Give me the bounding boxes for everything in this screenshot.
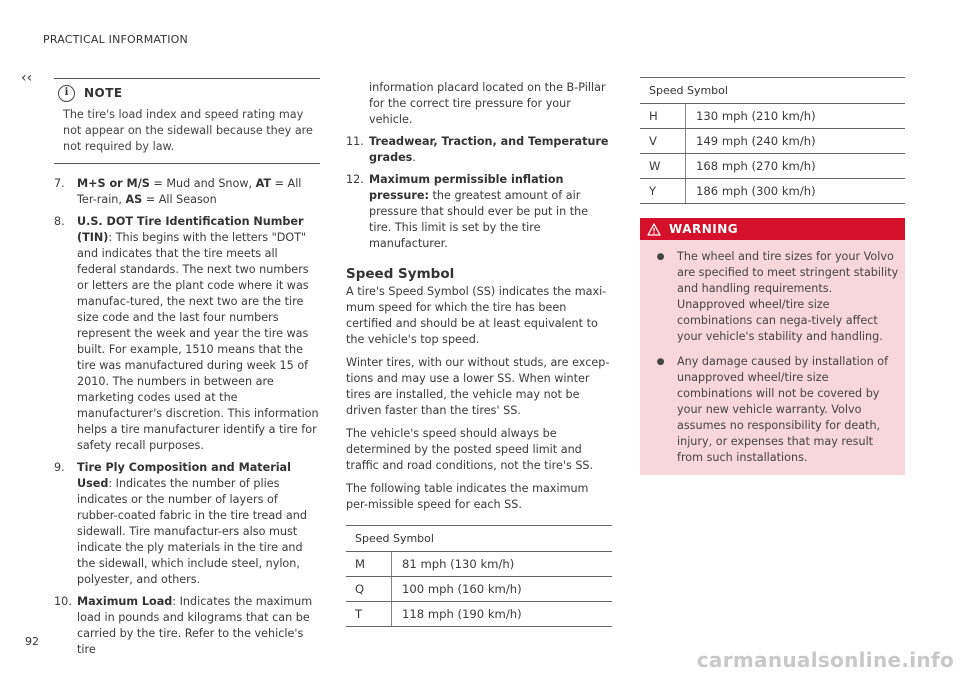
warning-header [640,218,905,240]
item-body [77,460,320,588]
paragraph: The vehicle's speed should always be determined by the posted speed limit and traffic and road conditions, not the tire's SS. [346,427,594,472]
info-icon: i [58,85,75,102]
table-row [640,129,905,154]
speed-symbol-cell: Y [640,179,686,204]
table-row [640,179,905,204]
speed-value-cell: 81 mph (130 km/h) [392,552,613,577]
speed-symbol-heading: Speed Symbol [346,266,455,282]
item-text: = All Season [142,193,217,206]
item-text: = All Ter-rain, [77,177,302,206]
note-title: NOTE [84,86,123,100]
item-text: : Indicates the number of plies indicates or the number of layers of rubber-coated fabric in the tire tread and sidewall. Tire manufactur-ers also must indicate the ply materials in the tire and the sidewall, which include steel, nylon, polyester, and others. [77,477,307,586]
item-text: = Mud and Snow, [149,177,256,190]
list-item-10 [54,594,320,658]
column-1 [54,78,320,664]
warning-box [640,218,905,475]
warning-text: The wheel and tire sizes for your Volvo are specified to meet stringent stability and handling requirements. Unapproved wheel/tire size combinations can nega-tively affect your vehicle's stability and handling. [677,250,899,343]
speed-table-1 [346,525,612,627]
item-number: 12. [346,173,364,186]
item-text: the greatest amount of air pressure that should ever be put in the tire. This limit is set by the tire manufacturer. [369,189,589,250]
table-header-row [640,78,905,104]
speed-symbol-cell: M [346,552,392,577]
item-body [77,594,320,658]
item-body [77,176,320,208]
speed-table-2 [640,77,905,204]
watermark: carmanualsonline.info [696,648,954,672]
item-number: 10. [54,595,72,608]
warning-title: WARNING [669,222,739,236]
note-box [54,78,320,164]
table-row [346,602,612,627]
item-body [77,214,320,454]
item-label: AT [255,177,272,190]
paragraph: The following table indicates the maximum per-missible speed for each SS. [346,482,589,511]
warning-triangle-icon [647,223,661,236]
list-item-9 [54,460,320,588]
item-label: Tire Ply Composition and Material Used [77,461,291,490]
item-number: 9. [54,461,65,474]
speed-symbol-cell: V [640,129,686,154]
table-header: Speed Symbol [346,526,612,552]
speed-value-cell: 149 mph (240 km/h) [686,129,906,154]
speed-symbol-cell: Q [346,577,392,602]
item-body [369,172,612,252]
item-text: : This begins with the letters "DOT" and indicates that the tire meets all federal standards. The next two numbers or letters are the plant code where it was manufac-tured, the next two are the tire size code and the last four numbers represent the week and year the tire was built. For example, 1510 means that the tire was manufactured during week 15 of 2010. The numbers in between are marketing codes used at the manufacturer's discretion. This information helps a tire manufacturer identify a tire for safety recall purposes. [77,231,319,452]
item-label: Treadwear, Traction, and Temperature grades [369,135,609,164]
table-row [346,552,612,577]
table-header-row [346,526,612,552]
table-row [346,577,612,602]
paragraph: Winter tires, with our without studs, are excep-tions and may use a lower SS. When winter tires are installed, the vehicle may not be driven faster than the tires' SS. [346,356,610,417]
warning-bullet [640,354,899,466]
table-header: Speed Symbol [640,78,905,104]
speed-value-cell: 130 mph (210 km/h) [686,104,906,129]
page-number: 92 [25,635,39,648]
speed-symbol-cell: W [640,154,686,179]
item-10-continued: information placard located on the B-Pillar for the correct tire pressure for your vehicle. [369,81,606,126]
item-number: 8. [54,215,65,228]
speed-value-cell: 100 mph (160 km/h) [392,577,613,602]
list-item-11 [346,134,612,166]
paragraph: A tire's Speed Symbol (SS) indicates the maxi-mum speed for which the tire has been certified and should be at least equivalent to the vehicle's top speed. [346,285,607,346]
item-label: Maximum permissible inflation pressure: [369,173,564,202]
item-text: : Indicates the maximum load in pounds and kilograms that can be carried by the tire. Refer to the vehicle's tire [77,595,313,656]
note-text: The tire's load index and speed rating may not appear on the sidewall because they are not required by law. [63,108,313,153]
item-label: Maximum Load [77,595,173,608]
note-header [54,82,320,104]
speed-value-cell: 168 mph (270 km/h) [686,154,906,179]
warning-text: Any damage caused by installation of unapproved wheel/tire size combinations will not be covered by your new vehicle warranty. Volvo assumes no responsibility for death, injury, or expenses that may result from such installations. [677,355,889,464]
item-label: U.S. DOT Tire Identification Number (TIN) [77,215,304,244]
table-row [640,104,905,129]
section-header: PRACTICAL INFORMATION [43,33,188,46]
column-2 [346,80,612,627]
warning-bullet [640,249,899,345]
speed-symbol-cell: H [640,104,686,129]
speed-value-cell: 118 mph (190 km/h) [392,602,613,627]
item-label: M+S or M/S [77,177,150,190]
item-body [369,134,612,166]
bullet-icon: ● [656,357,665,367]
table-row [640,154,905,179]
item-text: . [412,151,416,164]
item-number: 11. [346,135,364,148]
column-3 [640,77,905,475]
speed-symbol-cell: T [346,602,392,627]
double-chevron-left-icon[interactable]: ‹‹ [21,70,33,86]
bullet-icon: ● [656,252,665,262]
list-item-7 [54,176,320,208]
item-label: AS [125,193,143,206]
list-item-12 [346,172,612,252]
item-number: 7. [54,177,65,190]
speed-value-cell: 186 mph (300 km/h) [686,179,906,204]
list-item-8 [54,214,320,454]
